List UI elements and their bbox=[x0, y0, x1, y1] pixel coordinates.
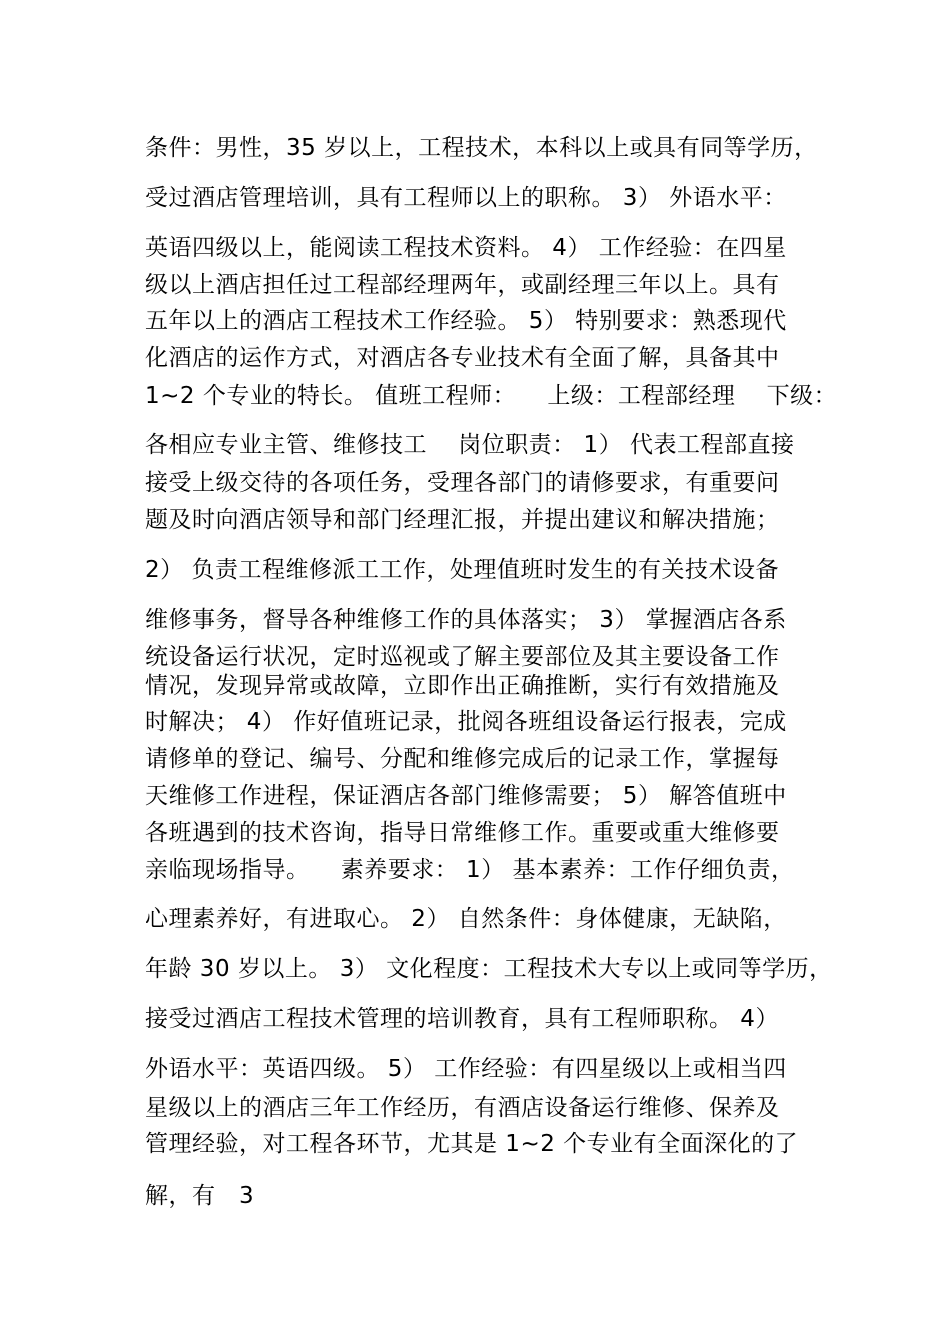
text-line: 情况，发现异常或故障，立即作出正确推断，实行有效措施及 bbox=[145, 673, 780, 699]
text-line: 星级以上的酒店三年工作经历，有酒店设备运行维修、保养及 bbox=[145, 1095, 780, 1121]
page-number: 3 bbox=[238, 1183, 255, 1209]
text-line: 英语四级以上，能阅读工程技术资料。 4） 工作经验：在四星 bbox=[145, 235, 787, 261]
text-line: 条件：男性，35 岁以上，工程技术，本科以上或具有同等学历， bbox=[145, 135, 818, 161]
text-line: 时解决； 4） 作好值班记录，批阅各班组设备运行报表，完成 bbox=[145, 709, 787, 735]
text-line: 维修事务，督导各种维修工作的具体落实； 3） 掌握酒店各系 bbox=[145, 607, 787, 633]
last-line-text: 解，有 bbox=[145, 1183, 216, 1209]
text-line: 五年以上的酒店工程技术工作经验。 5） 特别要求：熟悉现代 bbox=[145, 308, 787, 334]
text-line: 接受上级交待的各项任务，受理各部门的请修要求，有重要问 bbox=[145, 470, 780, 496]
text-line: 1~2 个专业的特长。 值班工程师： 上级：工程部经理 下级： bbox=[145, 383, 838, 409]
text-line: 化酒店的运作方式，对酒店各专业技术有全面了解，具备其中 bbox=[145, 345, 780, 371]
text-line: 各相应专业主管、维修技工 岗位职责： 1） 代表工程部直接 bbox=[145, 432, 795, 458]
text-line: 管理经验，对工程各环节，尤其是 1~2 个专业有全面深化的了 bbox=[145, 1131, 799, 1157]
text-line: 亲临现场指导。 素养要求： 1） 基本素养：工作仔细负责， bbox=[145, 857, 795, 883]
text-line-last bbox=[145, 1181, 845, 1211]
text-line: 级以上酒店担任过工程部经理两年，或副经理三年以上。具有 bbox=[145, 272, 780, 298]
text-line: 统设备运行状况，定时巡视或了解主要部位及其主要设备工作 bbox=[145, 644, 780, 670]
text-line: 各班遇到的技术咨询，指导日常维修工作。重要或重大维修要 bbox=[145, 820, 780, 846]
text-line: 接受过酒店工程技术管理的培训教育，具有工程师职称。 4） bbox=[145, 1006, 779, 1032]
text-line: 2） 负责工程维修派工工作，处理值班时发生的有关技术设备 bbox=[145, 557, 779, 583]
text-line: 天维修工作进程，保证酒店各部门维修需要； 5） 解答值班中 bbox=[145, 783, 787, 809]
text-line: 年龄 30 岁以上。 3） 文化程度：工程技术大专以上或同等学历， bbox=[145, 956, 833, 982]
text-line: 外语水平：英语四级。 5） 工作经验：有四星级以上或相当四 bbox=[145, 1056, 787, 1082]
text-line: 受过酒店管理培训，具有工程师以上的职称。 3） 外语水平： bbox=[145, 185, 787, 211]
text-line: 题及时向酒店领导和部门经理汇报，并提出建议和解决措施； bbox=[145, 507, 780, 533]
text-line: 心理素养好，有进取心。 2） 自然条件：身体健康，无缺陷， bbox=[145, 906, 787, 932]
text-line: 请修单的登记、编号、分配和维修完成后的记录工作，掌握每 bbox=[145, 746, 780, 772]
